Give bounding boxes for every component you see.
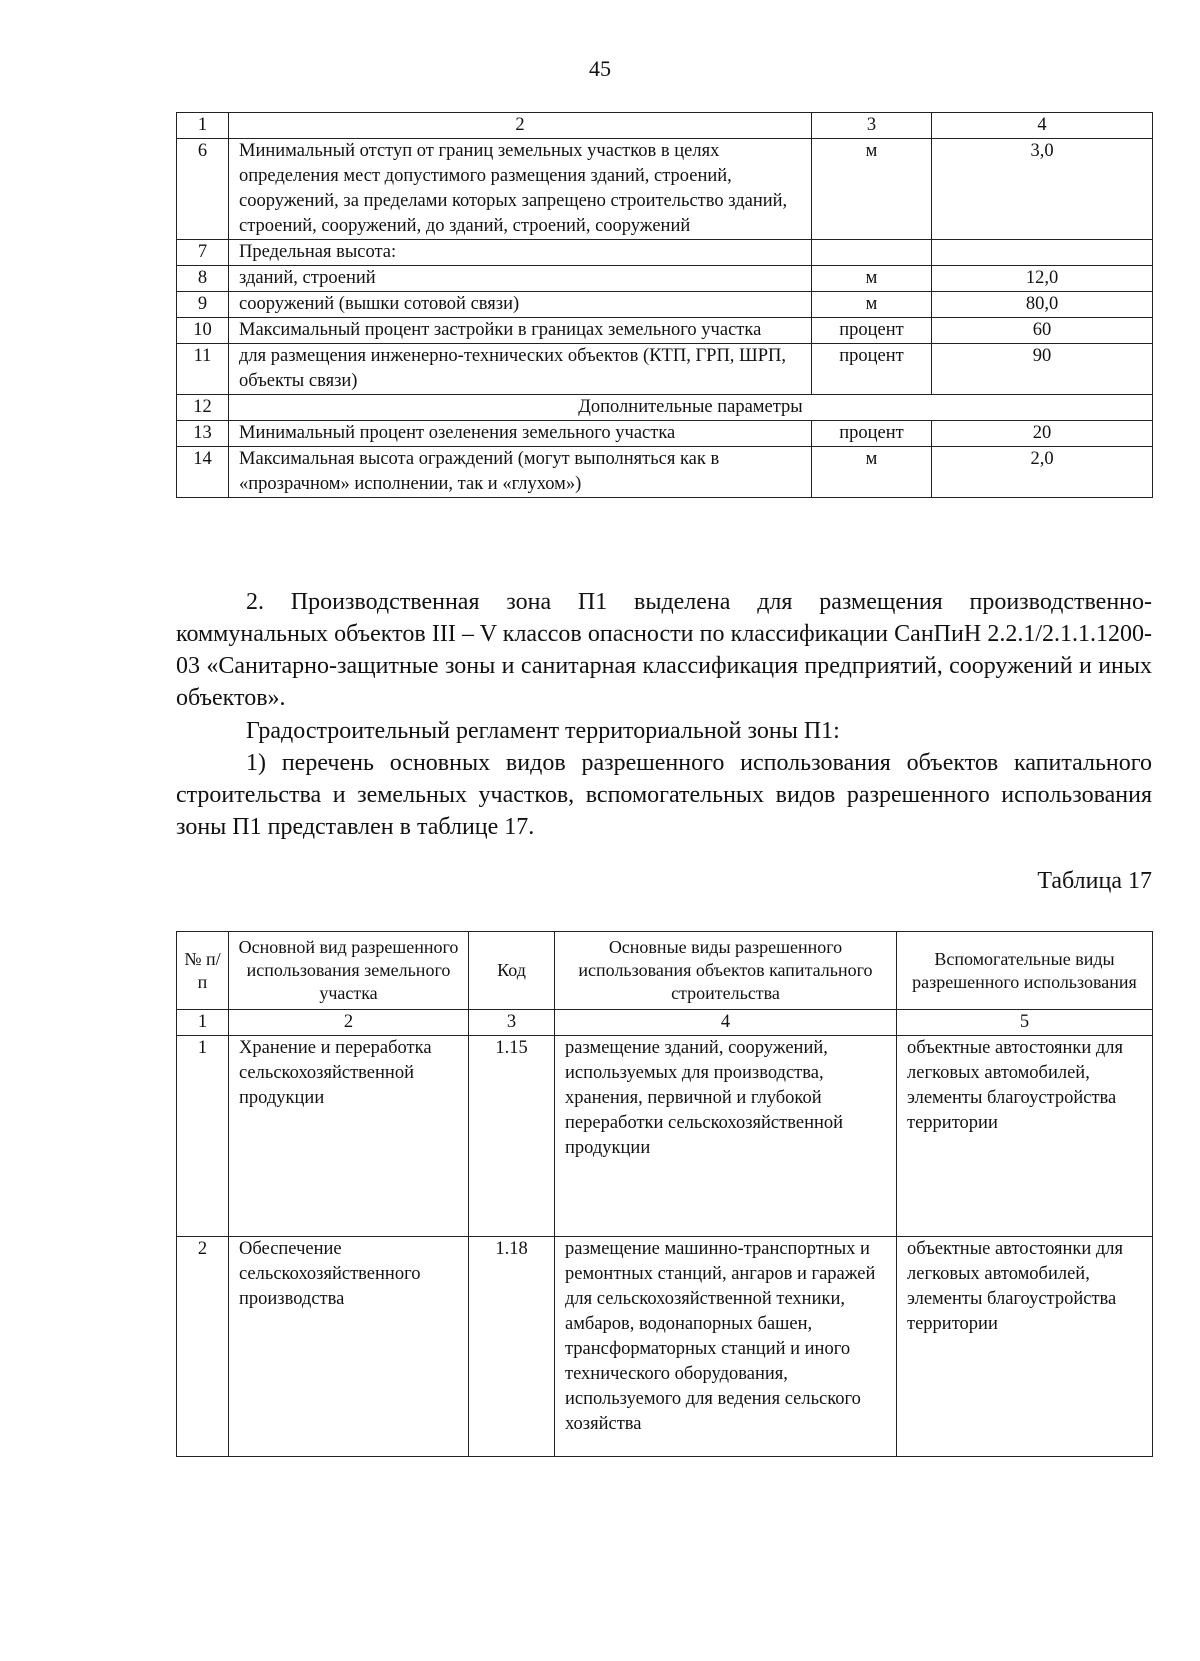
unit-cell: процент (812, 318, 932, 344)
row-number: 9 (177, 292, 229, 318)
page-number: 45 (589, 56, 611, 81)
row-number: 8 (177, 266, 229, 292)
row-number: 1 (177, 1036, 229, 1237)
table-row (177, 318, 1153, 344)
parameter-text: Максимальная высота ограждений (могут выполняться как в «прозрачном» исполнении, так и «глухом») (229, 447, 812, 498)
header-cell: 1 (177, 113, 229, 139)
column-number: 3 (469, 1010, 555, 1036)
row-number: 12 (177, 395, 229, 421)
table-row (177, 139, 1153, 240)
use-code: 1.15 (469, 1036, 555, 1237)
table-caption: Таблица 17 (1037, 868, 1152, 894)
value-cell: 12,0 (932, 266, 1153, 292)
parameter-text: Предельная высота: (229, 240, 812, 266)
land-use-type: Хранение и переработка сельскохозяйственной продукции (229, 1036, 469, 1237)
parameter-text: Максимальный процент застройки в границах земельного участка (229, 318, 812, 344)
unit-cell: м (812, 139, 932, 240)
row-number: 14 (177, 447, 229, 498)
column-number: 2 (229, 1010, 469, 1036)
row-number: 10 (177, 318, 229, 344)
value-cell: 80,0 (932, 292, 1153, 318)
value-cell: 2,0 (932, 447, 1153, 498)
column-number: 1 (177, 1010, 229, 1036)
table-row (177, 1237, 1153, 1457)
parameter-text: для размещения инженерно-технических объектов (КТП, ГРП, ШРП, объекты связи) (229, 344, 812, 395)
main-use-description: размещение зданий, сооружений, используемых для производства, хранения, первичной и глубокой переработки сельскохозяйственной продукции (555, 1036, 897, 1237)
value-cell: 90 (932, 344, 1153, 395)
table-row (177, 395, 1153, 421)
table-header-row (177, 932, 1153, 1010)
table-header-row (177, 113, 1153, 139)
parameter-text: зданий, строений (229, 266, 812, 292)
parameter-text: Минимальный отступ от границ земельных участков в целях определения мест допустимого размещения зданий, строений, сооружений, за пределами которых запрещено строительство зданий, строений, сооружений, до зданий, строений, сооружений (229, 139, 812, 240)
column-number: 4 (555, 1010, 897, 1036)
row-number: 11 (177, 344, 229, 395)
unit-cell: м (812, 266, 932, 292)
parameter-text: Минимальный процент озеленения земельного участка (229, 421, 812, 447)
value-cell: 3,0 (932, 139, 1153, 240)
column-number: 5 (897, 1010, 1153, 1036)
table-row (177, 266, 1153, 292)
table-row (177, 1036, 1153, 1237)
unit-cell: м (812, 292, 932, 318)
unit-cell (812, 240, 932, 266)
parameter-text: сооружений (вышки сотовой связи) (229, 292, 812, 318)
land-use-type: Обеспечение сельскохозяйственного производства (229, 1237, 469, 1457)
column-number-row (177, 1010, 1153, 1036)
header-cell: Код (469, 932, 555, 1010)
header-cell: 3 (812, 113, 932, 139)
section-heading: Дополнительные параметры (229, 395, 1153, 421)
paragraph-use-list: 1) перечень основных видов разрешенного использования объектов капитального строительства и земельных участков, вспомогательных видов разрешенного использования зоны П1 представлен в таблице 17. (176, 750, 1152, 840)
value-cell: 60 (932, 318, 1153, 344)
unit-cell: м (812, 447, 932, 498)
table-row (177, 240, 1153, 266)
header-cell: № п/п (177, 932, 229, 1010)
row-number: 7 (177, 240, 229, 266)
table-row (177, 421, 1153, 447)
table-row (177, 447, 1153, 498)
header-cell: Основной вид разрешенного использования земельного участка (229, 932, 469, 1010)
row-number: 2 (177, 1237, 229, 1457)
table-row (177, 344, 1153, 395)
auxiliary-use-description: объектные автостоянки для легковых автомобилей, элементы благоустройства территории (897, 1036, 1153, 1237)
use-code: 1.18 (469, 1237, 555, 1457)
header-cell: 2 (229, 113, 812, 139)
main-use-description: размещение машинно-транспортных и ремонтных станций, ангаров и гаражей для сельскохозяйственной техники, амбаров, водонапорных башен, трансформаторных станций и иного технического оборудования, используемого для ведения сельского хозяйства (555, 1237, 897, 1457)
header-cell: 4 (932, 113, 1153, 139)
auxiliary-use-description: объектные автостоянки для легковых автомобилей, элементы благоустройства территории (897, 1237, 1153, 1457)
table-row (177, 292, 1153, 318)
permitted-use-table (176, 931, 1153, 1457)
unit-cell: процент (812, 344, 932, 395)
header-cell: Основные виды разрешенного использования объектов капитального строительства (555, 932, 897, 1010)
value-cell (932, 240, 1153, 266)
header-cell: Вспомогательные виды разрешенного использования (897, 932, 1153, 1010)
paragraph-regulation-heading: Градостроительный регламент территориальной зоны П1: (246, 718, 840, 744)
unit-cell: процент (812, 421, 932, 447)
row-number: 6 (177, 139, 229, 240)
paragraph-zone-description: 2. Производственная зона П1 выделена для размещения производственно-коммунальных объектов III – V классов опасности по классификации СанПиН 2.2.1/2.1.1.1200-03 «Санитарно-защитные зоны и санитарная классификация предприятий, сооружений и иных объектов». (176, 589, 1152, 711)
zone-parameters-table (176, 112, 1153, 498)
row-number: 13 (177, 421, 229, 447)
value-cell: 20 (932, 421, 1153, 447)
